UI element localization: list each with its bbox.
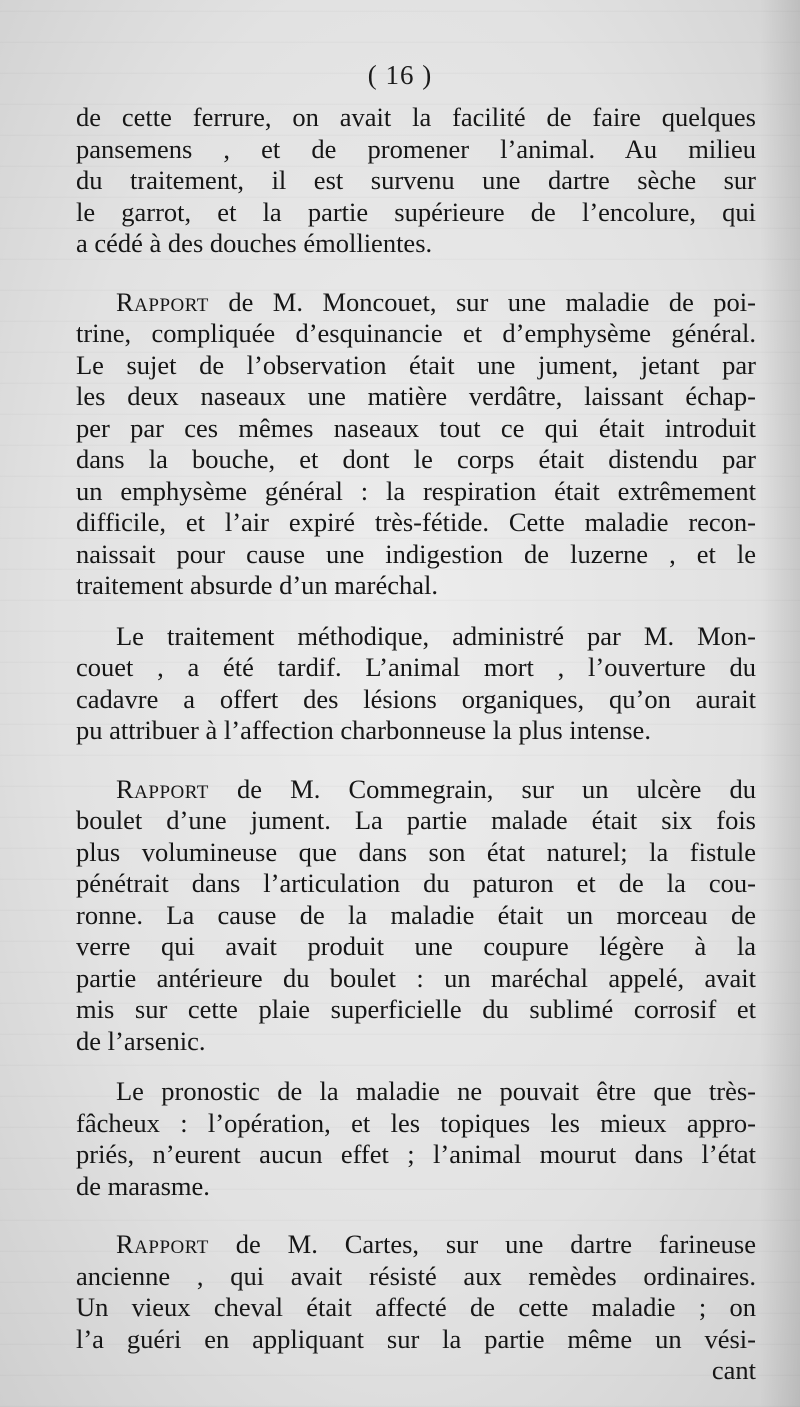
text-line: Un vieux cheval était affecté de cette maladie ; on [76, 1292, 756, 1322]
text-line [76, 287, 756, 319]
text-line-rest: de M. Moncouet, sur une maladie de poi- [228, 286, 756, 317]
text-line: pansemens , et de promener l’animal. Au milieu [76, 133, 756, 164]
text-line: plus volumineuse que dans son état naturel; la fistule [76, 836, 756, 867]
text-line: pu attribuer à l’affection charbonneuse la plus intense. [76, 715, 651, 745]
text-line: ancienne , qui avait résisté aux remèdes ordinaires. [76, 1260, 756, 1291]
text-line: de l’arsenic. [76, 1025, 206, 1056]
text-line: verre qui avait produit une coupure légère à la [76, 931, 756, 961]
text-line: de marasme. [76, 1170, 210, 1201]
text-line: dans la bouche, et dont le corps était distendu par [76, 444, 756, 474]
text-line: Le pronostic de la maladie ne pouvait être que très- [116, 1076, 756, 1106]
text-line: couet , a été tardif. L’animal mort , l’ouverture du [76, 652, 756, 682]
rapport-heading: Rapport [116, 286, 209, 317]
text-line: Le sujet de l’observation était une jument, jetant par [76, 349, 756, 380]
rapport-heading: Rapport [116, 773, 209, 804]
text-line: pénétrait dans l’articulation du paturon et de la cou- [76, 868, 756, 898]
text-line: fâcheux : l’opération, et les topiques les mieux appro- [76, 1107, 756, 1138]
text-line-rest: de M. Commegrain, sur un ulcère du [237, 773, 757, 804]
text-line: mis sur cette plaie superficielle du sublimé corrosif et [76, 994, 756, 1024]
text-line: boulet d’une jument. La partie malade était six fois [76, 805, 756, 835]
text-line [76, 1229, 756, 1261]
page-edge-shadow [760, 0, 800, 1407]
text-line: ronne. La cause de la maladie était un morceau de [76, 899, 756, 930]
text-line: cadavre a offert des lésions organiques, qu’on aurait [76, 683, 756, 714]
catchword: cant [711, 1355, 756, 1385]
text-line: un emphysème général : la respiration était extrêmement [76, 475, 756, 506]
rapport-heading: Rapport [116, 1229, 209, 1259]
page-number: ( 16 ) [367, 60, 433, 90]
text-line [76, 774, 756, 806]
body-text [76, 102, 756, 1387]
text-line: partie antérieure du boulet : un maréchal appelé, avait [76, 962, 756, 993]
text-line: le garrot, et la partie supérieure de l’encolure, qui [76, 196, 756, 227]
text-line: difficile, et l’air expiré très-fétide. Cette maladie recon- [76, 507, 756, 537]
text-line: les deux naseaux une matière verdâtre, laissant échap- [76, 381, 756, 411]
text-line: naissait pour cause une indigestion de luzerne , et le [76, 538, 756, 569]
text-line: du traitement, il est survenu une dartre sèche sur [76, 165, 756, 195]
text-line: l’a guéri en appliquant sur la partie même un vési- [76, 1323, 756, 1354]
text-line: a cédé à des douches émollientes. [76, 228, 433, 258]
text-line-rest: de M. Cartes, sur une dartre farineuse [235, 1229, 757, 1259]
text-line: trine, compliquée d’esquinancie et d’emphysème général. [76, 318, 756, 348]
text-line: Le traitement méthodique, administré par M. Mon- [116, 620, 756, 651]
text-line: priés, n’eurent aucun effet ; l’animal mourut dans l’état [76, 1139, 756, 1169]
text-line: traitement absurde d’un maréchal. [76, 570, 439, 600]
text-line: de cette ferrure, on avait la facilité de faire quelques [76, 102, 756, 132]
text-line: per par ces mêmes naseaux tout ce qui était introduit [76, 412, 756, 443]
